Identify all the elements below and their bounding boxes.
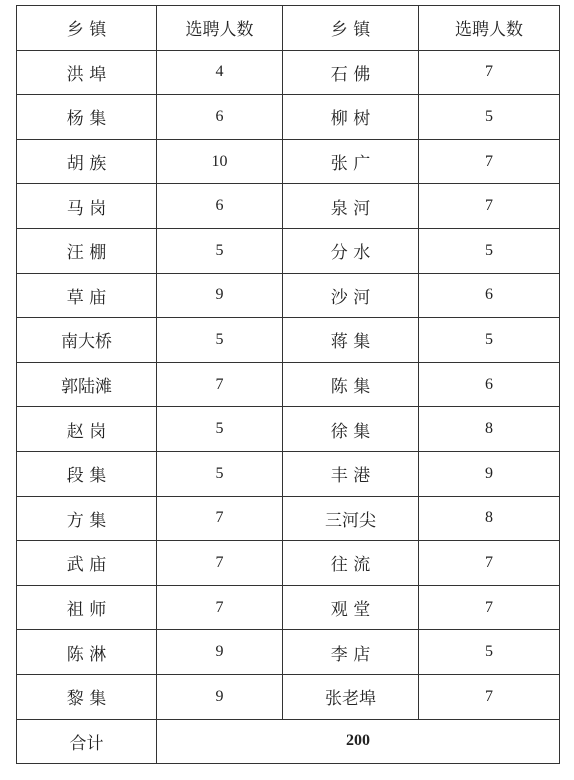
town-left: 胡 族 xyxy=(17,139,157,184)
table-row xyxy=(17,228,560,273)
town-left: 陈 淋 xyxy=(17,630,157,675)
table-row xyxy=(17,407,560,452)
count-left: 4 xyxy=(157,50,283,95)
town-left: 洪 埠 xyxy=(17,50,157,95)
count-right: 5 xyxy=(419,95,560,140)
table-row xyxy=(17,273,560,318)
town-right: 柳 树 xyxy=(283,95,419,140)
count-right: 6 xyxy=(419,362,560,407)
town-left: 赵 岗 xyxy=(17,407,157,452)
count-right: 5 xyxy=(419,318,560,363)
count-right: 8 xyxy=(419,407,560,452)
count-left: 5 xyxy=(157,407,283,452)
header-count-right: 选聘人数 xyxy=(419,6,560,51)
town-right: 李 店 xyxy=(283,630,419,675)
table-row xyxy=(17,496,560,541)
count-left: 9 xyxy=(157,273,283,318)
count-left: 10 xyxy=(157,139,283,184)
town-right: 沙 河 xyxy=(283,273,419,318)
count-right: 5 xyxy=(419,630,560,675)
town-right: 分 水 xyxy=(283,228,419,273)
town-left: 汪 棚 xyxy=(17,228,157,273)
count-left: 7 xyxy=(157,541,283,586)
town-left: 草 庙 xyxy=(17,273,157,318)
table-body xyxy=(17,50,560,764)
count-left: 6 xyxy=(157,184,283,229)
town-right: 石 佛 xyxy=(283,50,419,95)
count-right: 7 xyxy=(419,184,560,229)
count-left: 7 xyxy=(157,362,283,407)
town-right: 三河尖 xyxy=(283,496,419,541)
town-right: 张老埠 xyxy=(283,674,419,719)
count-left: 7 xyxy=(157,585,283,630)
count-right: 8 xyxy=(419,496,560,541)
town-left: 黎 集 xyxy=(17,674,157,719)
town-right: 陈 集 xyxy=(283,362,419,407)
count-right: 7 xyxy=(419,585,560,630)
town-left: 武 庙 xyxy=(17,541,157,586)
count-left: 6 xyxy=(157,95,283,140)
town-left: 方 集 xyxy=(17,496,157,541)
count-right: 7 xyxy=(419,674,560,719)
town-right: 泉 河 xyxy=(283,184,419,229)
count-left: 7 xyxy=(157,496,283,541)
table-row xyxy=(17,541,560,586)
town-right: 徐 集 xyxy=(283,407,419,452)
count-left: 5 xyxy=(157,228,283,273)
table-row xyxy=(17,585,560,630)
table-row xyxy=(17,630,560,675)
count-left: 9 xyxy=(157,630,283,675)
total-value: 200 xyxy=(157,719,560,764)
recruitment-quota-table xyxy=(16,5,560,764)
table-row xyxy=(17,95,560,140)
count-right: 7 xyxy=(419,541,560,586)
town-left: 杨 集 xyxy=(17,95,157,140)
count-left: 9 xyxy=(157,674,283,719)
count-right: 7 xyxy=(419,50,560,95)
town-right: 张 广 xyxy=(283,139,419,184)
table-row xyxy=(17,362,560,407)
town-left: 段 集 xyxy=(17,451,157,496)
count-right: 7 xyxy=(419,139,560,184)
table-row xyxy=(17,451,560,496)
town-right: 蒋 集 xyxy=(283,318,419,363)
total-row xyxy=(17,719,560,764)
table-row xyxy=(17,318,560,363)
table-row xyxy=(17,50,560,95)
count-left: 5 xyxy=(157,451,283,496)
table-row xyxy=(17,139,560,184)
town-left: 南大桥 xyxy=(17,318,157,363)
town-left: 祖 师 xyxy=(17,585,157,630)
count-left: 5 xyxy=(157,318,283,363)
town-right: 观 堂 xyxy=(283,585,419,630)
count-right: 9 xyxy=(419,451,560,496)
total-label: 合计 xyxy=(17,719,157,764)
town-right: 往 流 xyxy=(283,541,419,586)
header-count-left: 选聘人数 xyxy=(157,6,283,51)
header-row xyxy=(17,6,560,51)
count-right: 5 xyxy=(419,228,560,273)
town-right: 丰 港 xyxy=(283,451,419,496)
table-row xyxy=(17,184,560,229)
header-town-left: 乡 镇 xyxy=(17,6,157,51)
count-right: 6 xyxy=(419,273,560,318)
header-town-right: 乡 镇 xyxy=(283,6,419,51)
table-row xyxy=(17,674,560,719)
town-left: 郭陆滩 xyxy=(17,362,157,407)
town-left: 马 岗 xyxy=(17,184,157,229)
